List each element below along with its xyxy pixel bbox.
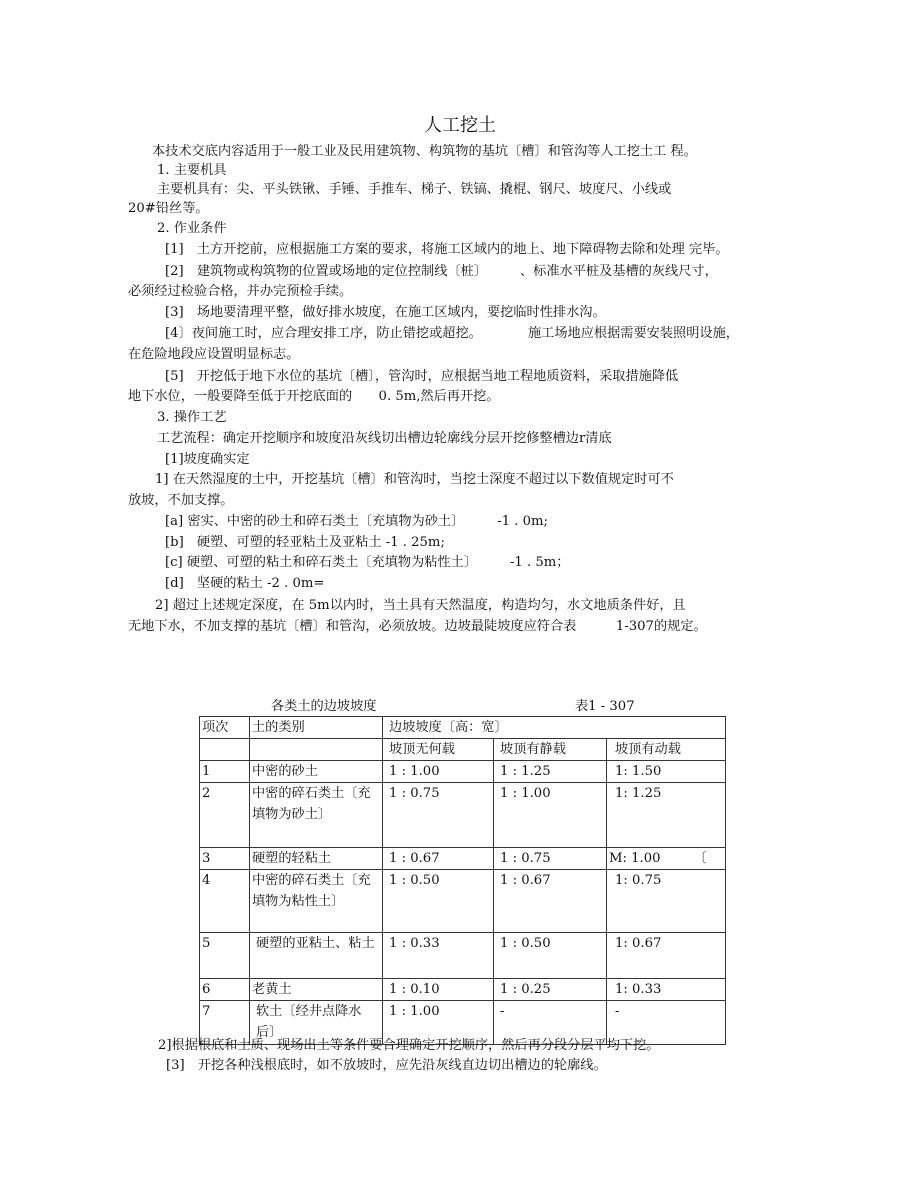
text-line: 2]根据根底和土质、现场出土等条件要合理确定开挖顺序，然后再分段分层平均下挖。 bbox=[158, 1038, 660, 1053]
text-line: 地下水位，一般要降至低于开挖底面的 0. 5m,然后再开挖。 bbox=[128, 389, 500, 404]
text-line: 无地下水，不加支撑的基坑〔槽〕和管沟，必须放坡。边坡最陡坡度应符合表 1-307的规定。 bbox=[128, 619, 707, 634]
table-row bbox=[200, 848, 726, 870]
table-row bbox=[200, 979, 726, 1001]
section-heading-tools: 1. 主要机具 bbox=[157, 163, 227, 178]
table-row bbox=[200, 761, 726, 783]
header-cell: 土的类别 bbox=[250, 717, 383, 739]
header-cell: 坡顶无何载 bbox=[383, 739, 494, 761]
table-cell: 老黄土 bbox=[250, 979, 383, 1001]
table-cell: - bbox=[607, 1001, 726, 1045]
text-line: [c] 硬塑、可塑的粘土和碎石类土〔充填物为粘性土〕 -1 . 5m； bbox=[165, 555, 570, 570]
text-line: [d] 坚硬的粘土 -2 . 0m= bbox=[165, 576, 325, 591]
header-cell: 项次 bbox=[200, 717, 250, 739]
text-line: 2] 超过上述规定深度，在 5m以内时，当土具有天然温度，构造均匀，水文地质条件好，且 bbox=[155, 598, 686, 613]
header-cell: 坡顶有静载 bbox=[494, 739, 607, 761]
table-row bbox=[200, 933, 726, 979]
text-line: [5] 开挖低于地下水位的基坑〔槽〕，管沟时，应根据当地工程地质资料，采取措施降低 bbox=[165, 369, 679, 384]
text-line: 在危险地段应设置明显标志。 bbox=[128, 347, 300, 362]
table-cell: 1 : 1.00 bbox=[383, 761, 494, 783]
table-cell: 1 : 0.75 bbox=[494, 848, 607, 870]
text-line: 1] 在天然湿度的土中，开挖基坑〔槽〕和管沟时，当挖土深度不超过以下数值规定时可不 bbox=[155, 472, 674, 487]
text-line: [1]坡度确实定 bbox=[165, 452, 250, 467]
section-heading-process: 3. 操作工艺 bbox=[157, 410, 227, 425]
text-line: 20#铅丝等。 bbox=[128, 201, 209, 216]
table-cell: 1 : 0.50 bbox=[494, 933, 607, 979]
text-line: 必须经过检验合格，并办完预检手续。 bbox=[128, 284, 353, 299]
table-cell: 1: 0.33 bbox=[607, 979, 726, 1001]
table-cell: 4 bbox=[200, 870, 250, 933]
text-line: [3] 开挖各种浅根底时，如不放坡时，应先沿灰线直边切出槽边的轮廓线。 bbox=[166, 1058, 607, 1073]
table-cell: 1 : 0.50 bbox=[383, 870, 494, 933]
table-cell: 硬塑的亚粘土、粘土 bbox=[250, 933, 383, 979]
page-title: 人工挖土 bbox=[424, 115, 496, 136]
table-row bbox=[200, 870, 726, 933]
table-cell: 1 : 0.25 bbox=[494, 979, 607, 1001]
table-header-row bbox=[200, 717, 726, 739]
section-heading-conditions: 2. 作业条件 bbox=[157, 221, 227, 236]
header-cell bbox=[250, 739, 383, 761]
table-cell: 1 : 0.67 bbox=[383, 848, 494, 870]
table-cell: 3 bbox=[200, 848, 250, 870]
header-cell bbox=[200, 739, 250, 761]
table-cell: 2 bbox=[200, 783, 250, 848]
text-line: [3] 场地要清理平整，做好排水坡度，在施工区域内，要挖临时性排水沟。 bbox=[165, 305, 606, 320]
text-line: 工艺流程：确定开挖顺序和坡度沿灰线切出槽边轮廓线分层开挖修整槽边r清底 bbox=[157, 431, 612, 446]
table-cell: 中密的碎石类土〔充填物为砂土〕 bbox=[250, 783, 383, 848]
table-cell: 1: 1.50 bbox=[607, 761, 726, 783]
table-cell: 7 bbox=[200, 1001, 250, 1045]
text-line: 放坡，不加支撑。 bbox=[128, 493, 234, 508]
text-line: [2] 建筑物或构筑物的位置或场地的定位控制线〔桩〕 、标准水平桩及基槽的灰线尺寸， bbox=[165, 264, 718, 279]
table-cell: 6 bbox=[200, 979, 250, 1001]
header-cell: 坡顶有动载 bbox=[607, 739, 726, 761]
table-row bbox=[200, 783, 726, 848]
table-cell: 中密的砂土 bbox=[250, 761, 383, 783]
table-cell: 1 : 1.00 bbox=[383, 1001, 494, 1045]
table-caption: 各类土的边坡坡度 bbox=[271, 699, 377, 714]
slope-table bbox=[199, 716, 726, 1045]
table-cell: 1 bbox=[200, 761, 250, 783]
table-cell: 中密的碎石类土〔充填物为粘性土〕 bbox=[250, 870, 383, 933]
header-cell: 边坡坡度〔高：宽〕 bbox=[383, 717, 726, 739]
table-cell: 1 : 0.33 bbox=[383, 933, 494, 979]
intro-paragraph: 本技术交底内容适用于一般工业及民用建筑物、构筑物的基坑〔槽〕和管沟等人工挖土工 程。 bbox=[152, 144, 697, 159]
table-cell: - bbox=[494, 1001, 607, 1045]
table-cell: 1 : 0.67 bbox=[494, 870, 607, 933]
table-cell: 1: 0.67 bbox=[607, 933, 726, 979]
table-cell: 5 bbox=[200, 933, 250, 979]
text-line: [b] 硬塑、可塑的轻亚粘土及亚粘土 -1 . 25m; bbox=[165, 535, 445, 550]
table-cell: 1 : 1.00 bbox=[494, 783, 607, 848]
table-cell: M: 1.00 〔 bbox=[607, 848, 726, 870]
table-cell: 1: 1.25 bbox=[607, 783, 726, 848]
table-cell: 硬塑的轻粘土 bbox=[250, 848, 383, 870]
text-line: 主要机具有：尖、平头铁锹、手锤、手推车、梯子、铁镐、撬棍、钢尺、坡度尺、小线或 bbox=[157, 182, 672, 197]
table-cell: 1 : 1.25 bbox=[494, 761, 607, 783]
table-number: 表1 - 307 bbox=[575, 699, 635, 714]
table-cell: 软土〔经井点降水后〕 bbox=[250, 1001, 383, 1045]
table-cell: 1: 0.75 bbox=[607, 870, 726, 933]
table-cell: 1 : 0.10 bbox=[383, 979, 494, 1001]
table-cell: 1 : 0.75 bbox=[383, 783, 494, 848]
text-line: [4〕夜间施工时，应合理安排工序，防止错挖或超挖。 施工场地应根据需要安装照明设施， bbox=[165, 326, 739, 341]
table-subheader-row bbox=[200, 739, 726, 761]
text-line: [a] 密实、中密的砂土和碎石类土〔充填物为砂土〕 -1 . 0m; bbox=[165, 514, 549, 529]
text-line: [1] 土方开挖前，应根据施工方案的要求，将施工区域内的地上、地下障碍物去除和处理 完毕。 bbox=[165, 242, 729, 257]
